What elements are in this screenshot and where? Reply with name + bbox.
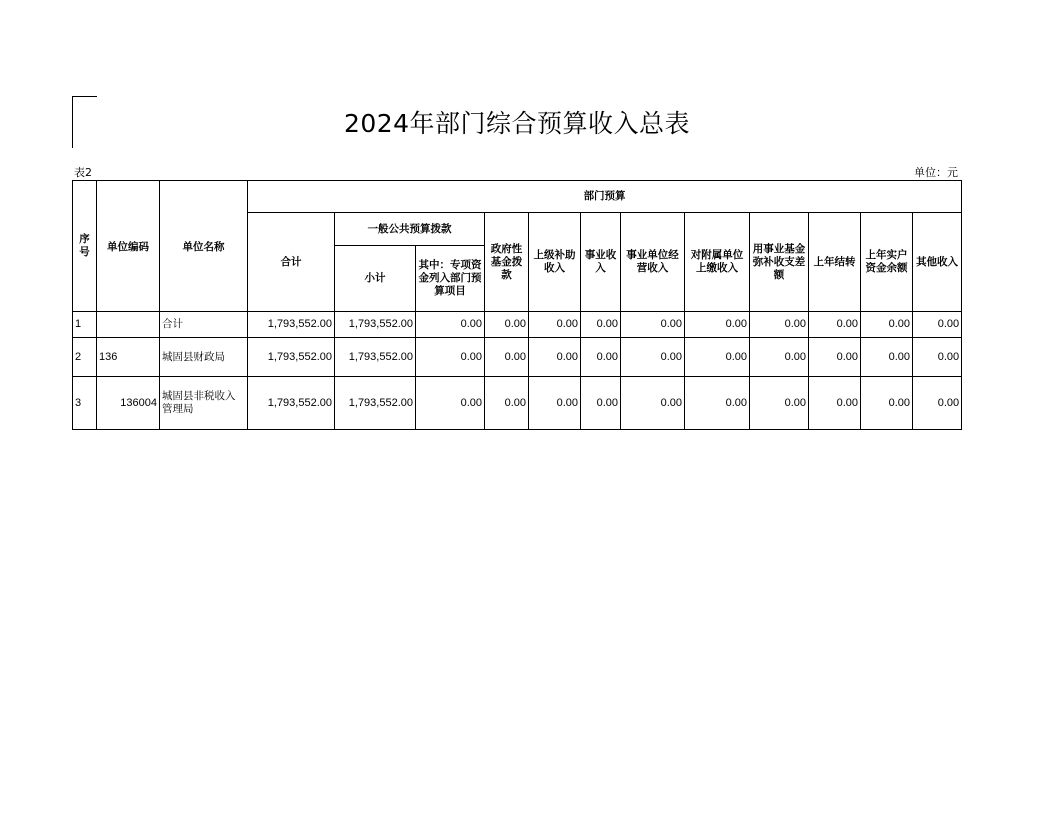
cell-of-which: 0.00	[416, 312, 485, 338]
cell-upper-subsidy: 0.00	[529, 312, 581, 338]
cell-prev-balance: 0.00	[861, 377, 913, 430]
cell-total: 1,793,552.00	[248, 377, 335, 430]
cell-of-which: 0.00	[416, 338, 485, 377]
cell-name: 合计	[160, 312, 248, 338]
cell-seq: 2	[73, 338, 97, 377]
corner-mark-horizontal	[72, 96, 97, 97]
cell-code	[97, 312, 160, 338]
cell-seq: 1	[73, 312, 97, 338]
header-business-income: 事业收入	[581, 213, 621, 312]
cell-seq: 3	[73, 377, 97, 430]
cell-code: 136	[97, 338, 160, 377]
cell-subsidiary-turnover: 0.00	[685, 312, 750, 338]
table-row	[73, 377, 962, 430]
cell-total: 1,793,552.00	[248, 338, 335, 377]
header-total: 合计	[248, 213, 335, 312]
cell-upper-subsidy: 0.00	[529, 338, 581, 377]
table-number: 表2	[74, 166, 92, 179]
cell-code: 136004	[97, 377, 160, 430]
cell-total: 1,793,552.00	[248, 312, 335, 338]
header-of-which: 其中：专项资金列入部门预算项目	[416, 246, 485, 312]
cell-carryover: 0.00	[809, 377, 861, 430]
header-subtotal: 小计	[335, 246, 416, 312]
cell-fund-offset: 0.00	[750, 312, 809, 338]
cell-business-income: 0.00	[581, 377, 621, 430]
table-row	[73, 338, 962, 377]
header-gov-fund: 政府性基金拨款	[485, 213, 529, 312]
budget-income-table	[72, 180, 962, 430]
header-unit-code: 单位编码	[97, 181, 160, 312]
cell-prev-balance: 0.00	[861, 312, 913, 338]
header-other-income: 其他收入	[913, 213, 962, 312]
cell-name: 城固县财政局	[160, 338, 248, 377]
cell-prev-balance: 0.00	[861, 338, 913, 377]
cell-other-income: 0.00	[913, 338, 962, 377]
header-unit-name: 单位名称	[160, 181, 248, 312]
header-prev-balance: 上年实户资金余额	[861, 213, 913, 312]
header-general-public: 一般公共预算拨款	[335, 213, 485, 246]
cell-business-income: 0.00	[581, 312, 621, 338]
cell-gov-fund: 0.00	[485, 377, 529, 430]
cell-fund-offset: 0.00	[750, 338, 809, 377]
cell-fund-offset: 0.00	[750, 377, 809, 430]
cell-carryover: 0.00	[809, 312, 861, 338]
cell-upper-subsidy: 0.00	[529, 377, 581, 430]
table-row	[73, 312, 962, 338]
unit-label: 单位：元	[914, 166, 958, 179]
cell-subtotal: 1,793,552.00	[335, 377, 416, 430]
cell-subtotal: 1,793,552.00	[335, 312, 416, 338]
header-dept-budget: 部门预算	[248, 181, 962, 213]
header-business-operating: 事业单位经营收入	[621, 213, 685, 312]
header-upper-subsidy: 上级补助收入	[529, 213, 581, 312]
cell-business-operating: 0.00	[621, 338, 685, 377]
cell-carryover: 0.00	[809, 338, 861, 377]
cell-name: 城固县非税收入管理局	[160, 377, 248, 430]
header-subsidiary-turnover: 对附属单位上缴收入	[685, 213, 750, 312]
cell-business-operating: 0.00	[621, 312, 685, 338]
cell-business-income: 0.00	[581, 338, 621, 377]
cell-other-income: 0.00	[913, 312, 962, 338]
page-title: 2024年部门综合预算收入总表	[343, 109, 691, 138]
header-carryover: 上年结转	[809, 213, 861, 312]
header-seq: 序号	[73, 181, 97, 312]
cell-of-which: 0.00	[416, 377, 485, 430]
cell-gov-fund: 0.00	[485, 338, 529, 377]
cell-other-income: 0.00	[913, 377, 962, 430]
cell-subtotal: 1,793,552.00	[335, 338, 416, 377]
cell-subsidiary-turnover: 0.00	[685, 377, 750, 430]
cell-gov-fund: 0.00	[485, 312, 529, 338]
cell-subsidiary-turnover: 0.00	[685, 338, 750, 377]
cell-business-operating: 0.00	[621, 377, 685, 430]
header-fund-offset: 用事业基金弥补收支差额	[750, 213, 809, 312]
